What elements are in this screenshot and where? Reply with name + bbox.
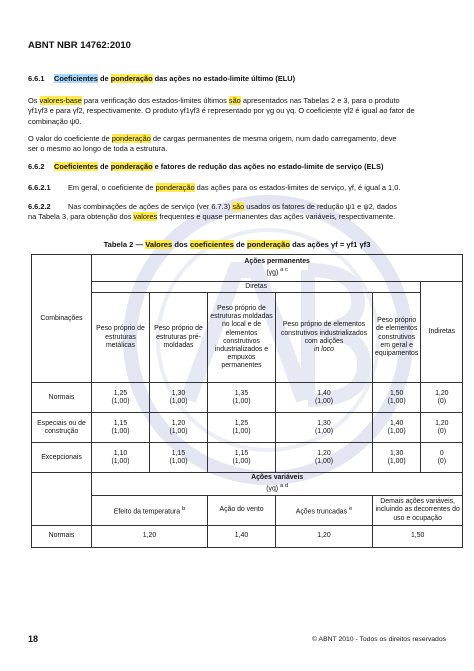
cell-text: (0) (437, 427, 446, 435)
cell-text: (1,00) (387, 427, 406, 435)
section-662-heading (28, 162, 448, 172)
cell-text: Nas combinações de ações de serviço (ver 6.7.3) (68, 202, 233, 211)
cell-text: valores-base (39, 96, 82, 105)
column-header: Peso próprio de estruturas metálicas (92, 293, 150, 383)
cell-text: das ações para os estados-limites de serviço, γf, é igual a 1,0. (194, 183, 401, 192)
cell-text: Coeficientes (54, 162, 98, 171)
cell-text: e (349, 505, 353, 512)
document-id: ABNT NBR 14762:2010 (28, 40, 131, 51)
table-cell (92, 383, 150, 413)
cell-text: 1,25 (234, 419, 249, 427)
column-header (276, 495, 373, 525)
cell-text: 1,40 (317, 389, 331, 397)
table-cell (208, 413, 276, 443)
cell-text: Peso próprio de elementos construtivos industrializados com adições (280, 321, 368, 345)
cell-text: a c (280, 267, 288, 274)
acoes-variaveis-header (92, 473, 463, 496)
table-cell: 1,40 (208, 525, 276, 547)
cell-text: 1,15 (234, 449, 249, 457)
cell-text: in loco (314, 345, 334, 353)
cell-text: 1,15 (171, 449, 186, 457)
cell-text: 6.6.2.1 (28, 183, 51, 192)
cell-text: Tabela 2 — (103, 240, 146, 249)
cell-text: (1,00) (111, 397, 130, 405)
indiretas-header: Indiretas (421, 282, 463, 383)
cell-text: 1,25 (113, 389, 128, 397)
table-cell (421, 443, 463, 473)
cell-text: Em geral, o coeficiente de (68, 183, 156, 192)
table-cell: 1,20 (276, 525, 373, 547)
cell-text: dos (172, 240, 190, 249)
cell-text: (1,00) (169, 397, 188, 405)
cell-text: 1,20 (435, 389, 449, 397)
cell-text: são (228, 96, 241, 105)
table-row (32, 282, 463, 293)
combinacoes-header: Combinações (32, 255, 92, 383)
row-header: Excepcionais (32, 443, 92, 473)
acoes-permanentes-header (92, 255, 463, 282)
row-header: Especiais ou de construção (32, 413, 92, 443)
table-cell (92, 413, 150, 443)
cell-text: frequentes e quase permanentes das ações variáveis, respectivamente. (157, 212, 396, 222)
table-cell (373, 413, 421, 443)
cell-text: 6.6.2 (28, 162, 45, 171)
table-row (32, 525, 463, 547)
column-header (208, 495, 276, 525)
table-row (32, 495, 463, 525)
section-661-paragraph-2 (28, 134, 448, 155)
table-cell (208, 443, 276, 473)
copyright: © ABNT 2010 - Todos os direitos reservados (312, 636, 446, 643)
cell-text: Ações truncadas (295, 507, 348, 515)
paragraph-line: γf1γf3 e para γf2, respectivamente. O produto γf1γf3 é representado por γg ou γq. O coeficiente γf2 é igual ao fator de (28, 106, 415, 116)
cell-text: na Tabela 3, para obtenção dos (28, 212, 134, 222)
cell-text: (1,00) (232, 397, 251, 405)
column-header: Peso próprio de estruturas moldadas no local e de elementos construtivos industrializados e empuxos permanentes (208, 293, 276, 383)
cell-text: 1,20 (317, 449, 331, 457)
cell-text: (1,00) (314, 457, 333, 465)
table-cell (208, 383, 276, 413)
paragraph-line: combinação ψ0. (28, 116, 82, 126)
table-cell (276, 413, 373, 443)
cell-text: (1,00) (232, 427, 251, 435)
table-row (32, 443, 463, 473)
cell-text: das ações γf = γf1 γf3 (290, 240, 371, 249)
table-cell (150, 413, 208, 443)
cell-text: apresentados nas Tabelas 2 e 3, para o produto (240, 96, 400, 105)
cell-text: das ações no estado-limite último (ELU) (152, 74, 296, 83)
cell-text: ponderação (110, 74, 153, 83)
cell-text: 6.6.1 (28, 74, 45, 83)
table-cell (373, 383, 421, 413)
cell-text: (1,00) (387, 397, 406, 405)
paragraph-line: ser o mesmo ao longo de toda a estrutura. (28, 144, 168, 154)
row-header: Normais (32, 383, 92, 413)
column-header (276, 293, 373, 383)
cell-text: O valor do coeficiente de (28, 134, 112, 143)
cell-text: 1,10 (113, 449, 128, 457)
cell-text: a d (280, 483, 289, 490)
section-6621 (28, 183, 448, 193)
cell-text: de (97, 74, 111, 83)
column-header: Peso próprio de estruturas pré-moldadas (150, 293, 208, 383)
cell-text: 1,30 (389, 449, 404, 457)
cell-text: (0) (437, 397, 446, 405)
table-row (32, 255, 463, 282)
cell-text: Os (28, 96, 40, 105)
cell-text: (1,00) (314, 397, 333, 405)
cell-text: são (232, 202, 245, 211)
cell-text: para verificação dos estados-limites últimos (81, 96, 229, 105)
table-cell: 1,50 (373, 525, 463, 547)
cell-text: de (97, 162, 111, 171)
cell-text: 1,40 (389, 419, 404, 427)
cell-text: Valores (145, 240, 173, 249)
table-cell (421, 383, 463, 413)
cell-text: de cargas permanentes de mesma origem, num dado carregamento, deve (150, 134, 397, 143)
coefficients-table (31, 254, 463, 548)
cell-text: (γg) (266, 269, 279, 277)
table-row (32, 383, 463, 413)
column-header (92, 495, 208, 525)
row-header: Normais (32, 525, 92, 547)
section-661-paragraph-1 (28, 96, 448, 127)
cell-text: (1,00) (111, 427, 130, 435)
cell-text: Coeficientes (54, 74, 98, 83)
cell-text: ponderação (246, 240, 291, 249)
cell-text: coeficientes (189, 240, 234, 249)
table-cell (373, 443, 421, 473)
section-661-heading (28, 74, 448, 84)
cell-text: ponderação (110, 162, 153, 171)
cell-text: (1,00) (169, 427, 188, 435)
cell-text: ponderação (111, 134, 151, 143)
section-6622 (28, 202, 448, 223)
cell-text: 6.6.2.2 (28, 202, 51, 211)
cell-text: (1,00) (169, 457, 188, 465)
cell-text: 1,15 (113, 419, 128, 427)
cell-text: usados os fatores de redução ψ1 e ψ2, dados (244, 202, 397, 211)
cell-text: de (233, 240, 247, 249)
combinacoes-spacer (32, 473, 92, 526)
table-caption (0, 240, 474, 249)
cell-text: Ações variáveis (251, 474, 304, 482)
table-cell (276, 383, 373, 413)
table-cell (150, 383, 208, 413)
cell-text: ponderação (155, 183, 195, 192)
cell-text: 1,30 (317, 419, 331, 427)
table-row (32, 293, 463, 383)
diretas-header: Diretas (92, 282, 421, 293)
cell-text: (1,00) (232, 457, 251, 465)
cell-text: (1,00) (111, 457, 130, 465)
cell-text: 1,20 (171, 419, 186, 427)
table-row (32, 413, 463, 443)
cell-text: Demais ações variáveis, incluindo as decorrentes do uso e ocupação (375, 498, 460, 522)
cell-text: 1,50 (389, 389, 404, 397)
cell-text: e fatores de redução das ações no estado-limite de serviço (ELS) (152, 162, 384, 171)
cell-text: (0) (437, 457, 446, 465)
cell-text: (γq) (266, 485, 279, 493)
cell-text: b (181, 505, 186, 512)
column-header (373, 495, 463, 525)
cell-text: 0 (439, 449, 444, 457)
table-cell (92, 443, 150, 473)
cell-text: 1,30 (171, 389, 186, 397)
cell-text: 1,20 (435, 419, 449, 427)
table-cell (276, 443, 373, 473)
table-cell (421, 413, 463, 443)
cell-text: valores (133, 212, 158, 222)
cell-text: Ações permanentes (244, 258, 310, 266)
cell-text: (1,00) (387, 457, 406, 465)
column-header: Peso próprio de elementos construtivos em geral e equipamentos (373, 293, 421, 383)
cell-text: 1,35 (234, 389, 249, 397)
cell-text: Ação do vento (219, 506, 264, 514)
page-number: 18 (28, 634, 39, 644)
cell-text: (1,00) (314, 427, 333, 435)
table-cell (150, 443, 208, 473)
table-row (32, 473, 463, 496)
cell-text: Efeito da temperatura (113, 507, 181, 515)
table-cell: 1,20 (92, 525, 208, 547)
